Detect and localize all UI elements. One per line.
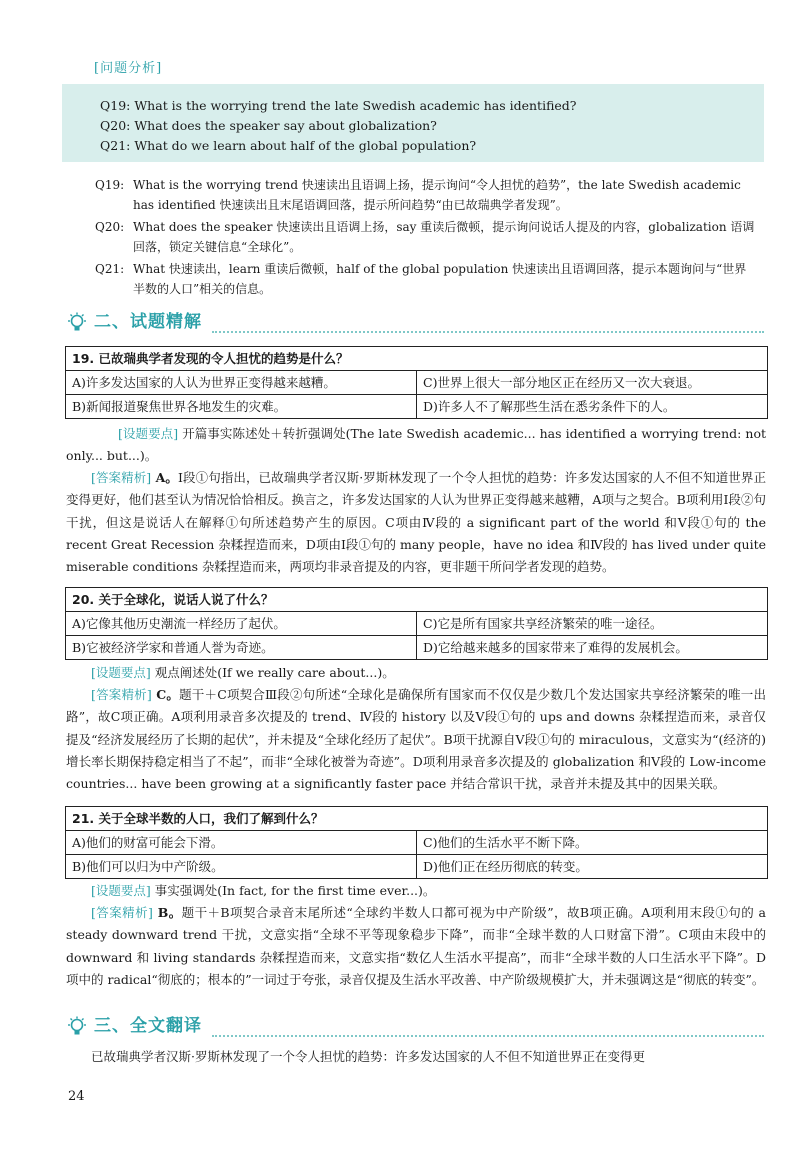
q19-answer-analysis: [66, 467, 766, 578]
note-number: Q21:: [95, 262, 125, 276]
answer-analysis-tag: [答案精析]: [91, 905, 153, 920]
q21-option-d: D)他们正在经历彻底的转变。: [417, 855, 768, 879]
answer-analysis-text: Ⅰ段①句指出，已故瑞典学者汉斯·罗斯林发现了一个令人担忧的趋势：许多发达国家的人不但不知道世界正变得更好，他们甚至认为情况恰恰相反。换言之，许多发达国家的人认为世界正变得越来越糟，A项与之契合。B项利用Ⅰ段②句干扰，但这是说话人在解释①句所述趋势产生的原因。C项由Ⅳ段的 a significant part of the world 和Ⅴ段①句的 the recent Great Recession 杂糅捏造而来，D项由Ⅰ段①句的 many people，have no idea 和Ⅳ段的 has lived under quite miserable conditions 杂糅捏造而来，两项均非录音提及的内容，更非题干所问学者发现的趋势。: [66, 470, 766, 575]
q21-table: [65, 806, 768, 879]
q20-table: [65, 587, 768, 660]
page-number: 24: [68, 1089, 85, 1104]
q19-option-a: A)许多发达国家的人认为世界正变得越来越糟。: [66, 371, 417, 395]
lightbulb-icon: [66, 1016, 88, 1038]
analysis-note-q20: [95, 217, 757, 257]
answer-letter: B。: [152, 905, 182, 920]
question-20-line: Q20: What does the speaker say about globalization?: [100, 118, 437, 133]
q20-option-d: D)它给越来越多的国家带来了难得的发展机会。: [417, 636, 768, 660]
q19-option-b: B)新闻报道聚焦世界各地发生的灾难。: [66, 395, 417, 419]
question-box: [62, 84, 764, 162]
section-title: 三、全文翻译: [94, 1016, 202, 1036]
analysis-note-q19: [95, 175, 757, 215]
question-19-line: Q19: What is the worrying trend the late Swedish academic has identified?: [100, 98, 577, 113]
key-point-text: 事实强调处(In fact, for the first time ever...)。: [150, 883, 436, 898]
key-point-text: 观点阐述处(If we really care about...)。: [150, 665, 395, 680]
q21-key-point: [66, 880, 766, 902]
note-text: What does the speaker 快速读出且语调上扬，say 重读后微顿，提示询问说话人提及的内容，globalization 语调回落，锁定关键信息“全球化”。: [133, 220, 755, 254]
translation-paragraph: 已故瑞典学者汉斯·罗斯林发现了一个令人担忧的趋势：许多发达国家的人不但不知道世界正在变得更: [91, 1049, 645, 1064]
analysis-note-q21: [95, 259, 757, 299]
q20-answer-analysis: [66, 684, 766, 795]
q21-option-c: C)他们的生活水平不断下降。: [417, 831, 768, 855]
section-heading-translation: [62, 1013, 764, 1039]
answer-analysis-text: 题干＋B项契合录音末尾所述“全球约半数人口都可视为中产阶级”，故B项正确。A项利用末段①句的 a steady downward trend 干扰，文意实指“全球不平等现象稳步下降”，而非“全球半数的人口财富下滑”。C项由末段中的 downward 和 living standards 杂糅捏造而来，文意实指“数亿人生活水平提高”，而非“全球半数的人口生活水平下降”。D项中的 radical“彻底的；根本的”一词过于夸张，录音仅提及生活水平改善、中产阶级规模扩大，并未强调这是“彻底的转变”。: [66, 905, 767, 987]
section-title: 二、试题精解: [94, 312, 202, 332]
answer-analysis-text: 题干＋C项契合Ⅲ段②句所述“全球化是确保所有国家而不仅仅是少数几个发达国家共享经济繁荣的唯一出路”，故C项正确。A项利用录音多次提及的 trend、Ⅳ段的 history 以及Ⅴ段①句的 ups and downs 杂糅捏造而来，录音仅提及“经济发展经历了长期的起伏”，并未提及“全球化经历了起伏”。B项干扰源自Ⅴ段①句的 miraculous，文意实为“(经济的)增长率长期保持稳定相当了不起”，而非“全球化被誉为奇迹”。D项利用录音多次提及的 globalization 和Ⅴ段的 Low-income countries... have been growing at a significantly faster pace 并结合常识干扰，录音并未提及其中的因果关联。: [66, 687, 766, 792]
answer-letter: A。: [151, 470, 178, 485]
q20-title: 20. 关于全球化，说话人说了什么？: [66, 588, 768, 612]
q20-option-c: C)它是所有国家共享经济繁荣的唯一途径。: [417, 612, 768, 636]
q20-option-a: A)它像其他历史潮流一样经历了起伏。: [66, 612, 417, 636]
dotted-divider: [212, 1035, 764, 1037]
lightbulb-icon: [66, 312, 88, 334]
note-text: What is the worrying trend 快速读出且语调上扬，提示询问“令人担忧的趋势”，the late Swedish academic has identified 快速读出且末尾语调回落，提示所问趋势“由已故瑞典学者发现”。: [133, 178, 741, 212]
q21-option-a: A)他们的财富可能会下滑。: [66, 831, 417, 855]
section-heading-explanations: [62, 309, 764, 335]
note-number: Q20:: [95, 220, 125, 234]
q19-table: [65, 346, 768, 419]
q19-option-c: C)世界上很大一部分地区正在经历又一次大衰退。: [417, 371, 768, 395]
answer-analysis-tag: [答案精析]: [91, 687, 152, 702]
dotted-divider: [212, 331, 764, 333]
q20-key-point: [66, 662, 766, 684]
note-text: What 快速读出，learn 重读后微顿，half of the global population 快速读出且语调回落，提示本题询问与“世界半数的人口”相关的信息。: [133, 262, 747, 296]
key-point-tag: [设题要点]: [91, 883, 151, 898]
analysis-heading: [问题分析]: [94, 61, 163, 76]
note-number: Q19:: [95, 178, 125, 192]
key-point-tag: [设题要点]: [118, 426, 179, 441]
q21-title: 21. 关于全球半数的人口，我们了解到什么？: [66, 807, 768, 831]
q19-title: 19. 已故瑞典学者发现的令人担忧的趋势是什么？: [66, 347, 768, 371]
key-point-tag: [设题要点]: [91, 665, 151, 680]
key-point-text: 开篇事实陈述处＋转折强调处(The late Swedish academic... has identified a worrying trend: not only... but...)。: [66, 426, 766, 464]
q19-key-point: [66, 423, 766, 468]
q21-answer-analysis: [66, 902, 766, 991]
q21-option-b: B)他们可以归为中产阶级。: [66, 855, 417, 879]
q19-option-d: D)许多人不了解那些生活在悉劣条件下的人。: [417, 395, 768, 419]
question-analysis-notes: [95, 175, 757, 301]
answer-letter: C。: [151, 687, 180, 702]
answer-analysis-tag: [答案精析]: [91, 470, 152, 485]
question-21-line: Q21: What do we learn about half of the global population?: [100, 138, 477, 153]
q20-option-b: B)它被经济学家和普通人誉为奇迹。: [66, 636, 417, 660]
